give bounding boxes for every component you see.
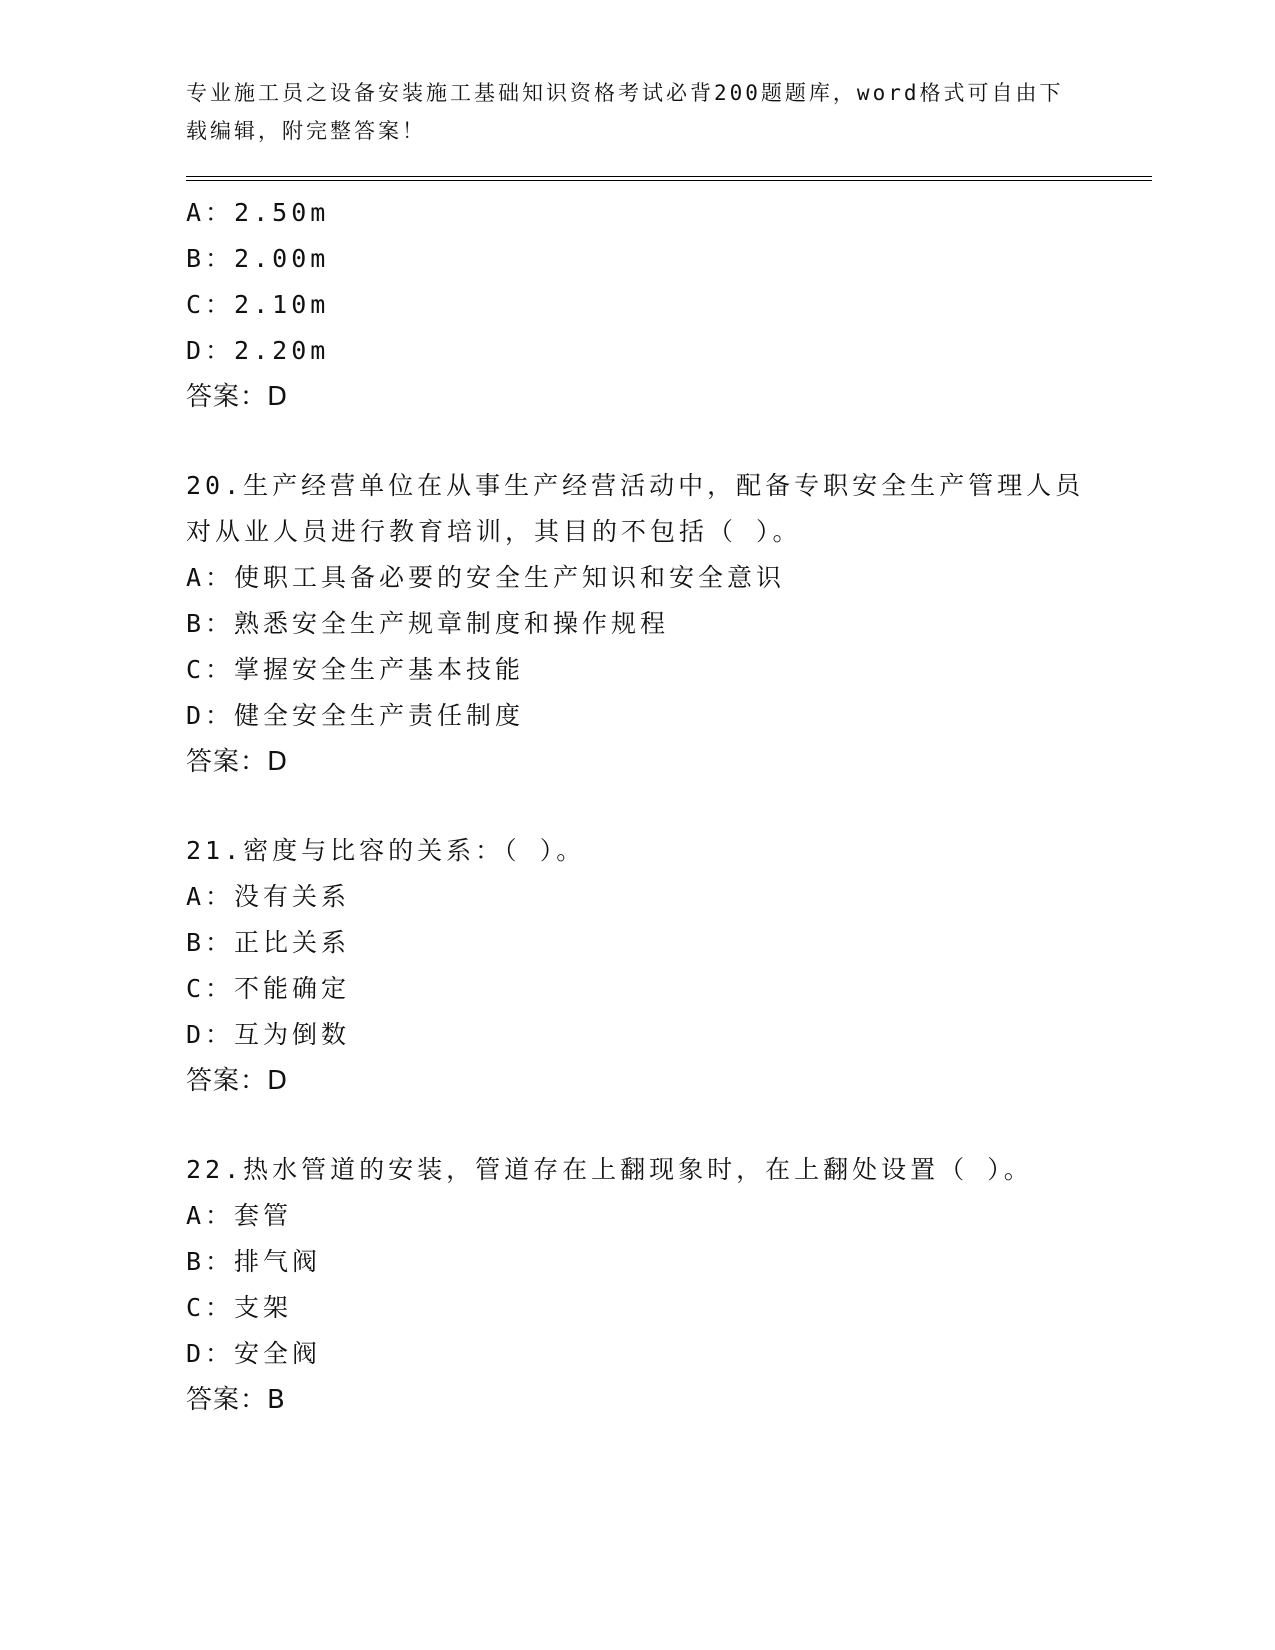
question-stem: 21.密度与比容的关系：（ ）。 xyxy=(186,836,586,865)
option-d: D：安全阀 xyxy=(186,1339,322,1368)
option-b: B：2.00m xyxy=(186,244,330,273)
document-title: 专业施工员之设备安装施工基础知识资格考试必背200题题库，word格式可自由下载编辑，附完整答案！ xyxy=(186,81,1064,143)
option-a: A：使职工具备必要的安全生产知识和安全意识 xyxy=(186,563,786,592)
question-block xyxy=(186,463,1106,785)
option-a: A：没有关系 xyxy=(186,882,351,911)
option-b: B：排气阀 xyxy=(186,1247,322,1276)
answer-line: 答案：B xyxy=(186,1385,286,1415)
option-c: C：2.10m xyxy=(186,290,330,319)
option-d: D：2.20m xyxy=(186,336,330,365)
option-a: A：套管 xyxy=(186,1201,293,1230)
question-list xyxy=(186,190,1106,1423)
answer-line: 答案：D xyxy=(186,1066,289,1096)
option-a: A：2.50m xyxy=(186,198,330,227)
question-stem: 22.热水管道的安装，管道存在上翻现象时，在上翻处设置（ ）。 xyxy=(186,1155,1033,1184)
option-d: D：互为倒数 xyxy=(186,1020,351,1049)
option-c: C：不能确定 xyxy=(186,974,351,1003)
question-block xyxy=(186,190,1106,420)
answer-line: 答案：D xyxy=(186,382,289,412)
question-block xyxy=(186,1147,1106,1423)
option-b: B：熟悉安全生产规章制度和操作规程 xyxy=(186,609,670,638)
header-divider xyxy=(186,176,1152,181)
option-b: B：正比关系 xyxy=(186,928,351,957)
block-spacer xyxy=(186,785,1106,828)
option-d: D：健全安全生产责任制度 xyxy=(186,701,525,730)
block-spacer xyxy=(186,420,1106,463)
question-stem: 20.生产经营单位在从事生产经营活动中，配备专职安全生产管理人员 xyxy=(186,471,1085,500)
document-header xyxy=(186,74,1066,150)
option-c: C：支架 xyxy=(186,1293,293,1322)
question-stem-continued: 对从业人员进行教育培训，其目的不包括（ ）。 xyxy=(186,517,802,546)
option-c: C：掌握安全生产基本技能 xyxy=(186,655,525,684)
answer-line: 答案：D xyxy=(186,747,289,777)
block-spacer xyxy=(186,1104,1106,1147)
question-block xyxy=(186,828,1106,1104)
